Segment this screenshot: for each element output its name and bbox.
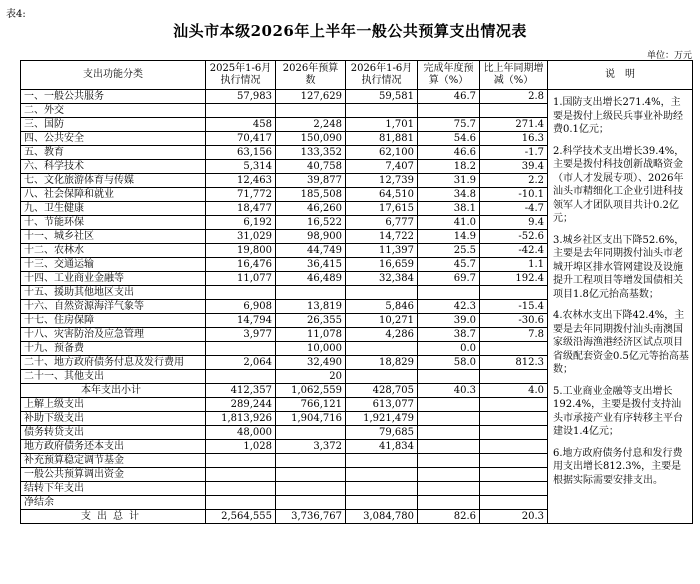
cell-c4 bbox=[418, 286, 480, 300]
cell-c5: 4.0 bbox=[480, 384, 548, 398]
cell-c5 bbox=[480, 440, 548, 454]
row-label: 九、卫生健康 bbox=[21, 202, 206, 216]
cell-c4: 46.7 bbox=[418, 90, 480, 104]
cell-c1 bbox=[206, 496, 276, 510]
cell-c1: 2,564,555 bbox=[206, 510, 276, 524]
cell-c2: 2,248 bbox=[276, 118, 346, 132]
cell-c1 bbox=[206, 370, 276, 384]
row-label: 八、社会保障和就业 bbox=[21, 188, 206, 202]
row-label: 一般公共预算调出资金 bbox=[21, 468, 206, 482]
cell-c5: 16.3 bbox=[480, 132, 548, 146]
cell-c4: 38.1 bbox=[418, 202, 480, 216]
cell-c1: 31,029 bbox=[206, 230, 276, 244]
cell-c5 bbox=[480, 104, 548, 118]
cell-c5: 20.3 bbox=[480, 510, 548, 524]
cell-c5: -30.6 bbox=[480, 314, 548, 328]
header-completion-rate: 完成年度预算（%） bbox=[418, 61, 480, 90]
cell-c5 bbox=[480, 398, 548, 412]
cell-c1: 18,477 bbox=[206, 202, 276, 216]
row-label: 十二、农林水 bbox=[21, 244, 206, 258]
cell-c3: 17,615 bbox=[346, 202, 418, 216]
cell-c4: 14.9 bbox=[418, 230, 480, 244]
cell-c4: 18.2 bbox=[418, 160, 480, 174]
cell-c3: 613,077 bbox=[346, 398, 418, 412]
cell-c5: 1.1 bbox=[480, 258, 548, 272]
cell-c1 bbox=[206, 468, 276, 482]
cell-c3: 4,286 bbox=[346, 328, 418, 342]
row-label: 十三、交通运输 bbox=[21, 258, 206, 272]
row-label: 十六、自然资源海洋气象等 bbox=[21, 300, 206, 314]
cell-c2: 26,355 bbox=[276, 314, 346, 328]
cell-c2 bbox=[276, 496, 346, 510]
cell-c2: 150,090 bbox=[276, 132, 346, 146]
row-label: 十五、援助其他地区支出 bbox=[21, 286, 206, 300]
cell-c3 bbox=[346, 286, 418, 300]
cell-c2: 127,629 bbox=[276, 90, 346, 104]
explanation-note: 4.农林水支出下降42.4%，主要是去年同期拨付汕头南澳国家级沿海渔港经济区试点项目省级配套资金0.5亿元等抬高基数； bbox=[553, 310, 689, 375]
cell-c5 bbox=[480, 286, 548, 300]
cell-c4 bbox=[418, 454, 480, 468]
cell-c1 bbox=[206, 454, 276, 468]
cell-c2 bbox=[276, 426, 346, 440]
cell-c5 bbox=[480, 482, 548, 496]
cell-c2: 36,415 bbox=[276, 258, 346, 272]
cell-c1: 2,064 bbox=[206, 356, 276, 370]
cell-c5: -10.1 bbox=[480, 188, 548, 202]
row-label: 十、节能环保 bbox=[21, 216, 206, 230]
cell-c4: 54.6 bbox=[418, 132, 480, 146]
cell-c2: 46,489 bbox=[276, 272, 346, 286]
cell-c3: 32,384 bbox=[346, 272, 418, 286]
cell-c4 bbox=[418, 370, 480, 384]
cell-c4 bbox=[418, 468, 480, 482]
cell-c1: 11,077 bbox=[206, 272, 276, 286]
cell-c3: 18,829 bbox=[346, 356, 418, 370]
cell-c3 bbox=[346, 468, 418, 482]
cell-c2: 32,490 bbox=[276, 356, 346, 370]
cell-c3: 79,685 bbox=[346, 426, 418, 440]
header-category: 支出功能分类 bbox=[21, 61, 206, 90]
cell-c1: 6,908 bbox=[206, 300, 276, 314]
cell-c2 bbox=[276, 104, 346, 118]
row-label: 十四、工业商业金融等 bbox=[21, 272, 206, 286]
row-label: 支出总计 bbox=[21, 510, 206, 524]
cell-c5 bbox=[480, 454, 548, 468]
cell-c3 bbox=[346, 342, 418, 356]
cell-c5: -52.6 bbox=[480, 230, 548, 244]
cell-c4 bbox=[418, 496, 480, 510]
cell-c3: 10,271 bbox=[346, 314, 418, 328]
row-label: 三、国防 bbox=[21, 118, 206, 132]
cell-c3: 41,834 bbox=[346, 440, 418, 454]
cell-c4: 58.0 bbox=[418, 356, 480, 370]
cell-c2: 766,121 bbox=[276, 398, 346, 412]
cell-c4: 82.6 bbox=[418, 510, 480, 524]
cell-c5: -15.4 bbox=[480, 300, 548, 314]
budget-table bbox=[20, 60, 693, 524]
cell-c1: 71,772 bbox=[206, 188, 276, 202]
cell-c2: 20 bbox=[276, 370, 346, 384]
cell-c5 bbox=[480, 468, 548, 482]
cell-c2: 1,062,559 bbox=[276, 384, 346, 398]
cell-c1: 57,983 bbox=[206, 90, 276, 104]
cell-c4 bbox=[418, 440, 480, 454]
cell-c2: 46,260 bbox=[276, 202, 346, 216]
cell-c4: 31.9 bbox=[418, 174, 480, 188]
cell-c3: 59,581 bbox=[346, 90, 418, 104]
cell-c3: 11,397 bbox=[346, 244, 418, 258]
explanation-note: 1.国防支出增长271.4%，主要是拨付上级民兵事业补助经费0.1亿元； bbox=[553, 97, 683, 135]
cell-c1 bbox=[206, 104, 276, 118]
cell-c1: 5,314 bbox=[206, 160, 276, 174]
cell-c4: 45.7 bbox=[418, 258, 480, 272]
cell-c4: 41.0 bbox=[418, 216, 480, 230]
cell-c5: 192.4 bbox=[480, 272, 548, 286]
cell-c4: 69.7 bbox=[418, 272, 480, 286]
cell-c5: -4.7 bbox=[480, 202, 548, 216]
cell-c3: 6,777 bbox=[346, 216, 418, 230]
row-label: 债务转贷支出 bbox=[21, 426, 206, 440]
cell-c5: 812.3 bbox=[480, 356, 548, 370]
cell-c1: 1,028 bbox=[206, 440, 276, 454]
row-label: 上解上级支出 bbox=[21, 398, 206, 412]
cell-c1: 6,192 bbox=[206, 216, 276, 230]
cell-c1 bbox=[206, 286, 276, 300]
cell-c5: 271.4 bbox=[480, 118, 548, 132]
cell-c2 bbox=[276, 482, 346, 496]
row-label: 七、文化旅游体育与传媒 bbox=[21, 174, 206, 188]
row-label: 十一、城乡社区 bbox=[21, 230, 206, 244]
row-label: 十八、灾害防治及应急管理 bbox=[21, 328, 206, 342]
cell-c3: 12,739 bbox=[346, 174, 418, 188]
row-label: 十七、住房保障 bbox=[21, 314, 206, 328]
header-explanation: 说 明 bbox=[548, 61, 693, 90]
cell-c3 bbox=[346, 454, 418, 468]
row-label: 二十一、其他支出 bbox=[21, 370, 206, 384]
explanation-note: 6.地方政府债务付息和发行费用支出增长812.3%，主要是根据实际需要安排支出。 bbox=[553, 447, 683, 486]
cell-c5: 2.8 bbox=[480, 90, 548, 104]
row-label: 本年支出小计 bbox=[21, 384, 206, 398]
cell-c3: 64,510 bbox=[346, 188, 418, 202]
cell-c5: -1.7 bbox=[480, 146, 548, 160]
cell-c3 bbox=[346, 496, 418, 510]
row-label: 十九、预备费 bbox=[21, 342, 206, 356]
header-2026-actual: 2026年1-6月执行情况 bbox=[346, 61, 418, 90]
cell-c1: 63,156 bbox=[206, 146, 276, 160]
cell-c4 bbox=[418, 398, 480, 412]
header-row bbox=[21, 61, 693, 90]
row-label: 二十、地方政府债务付息及发行费用 bbox=[21, 356, 206, 370]
row-label: 六、科学技术 bbox=[21, 160, 206, 174]
row-label: 净结余 bbox=[21, 496, 206, 510]
header-yoy-change: 比上年同期增减（%） bbox=[480, 61, 548, 90]
cell-c4 bbox=[418, 412, 480, 426]
cell-c2: 11,078 bbox=[276, 328, 346, 342]
cell-c5 bbox=[480, 496, 548, 510]
cell-c4 bbox=[418, 482, 480, 496]
cell-c2: 3,372 bbox=[276, 440, 346, 454]
cell-c4: 75.7 bbox=[418, 118, 480, 132]
table-number: 表4: bbox=[6, 9, 26, 20]
cell-c1: 70,417 bbox=[206, 132, 276, 146]
cell-c3: 14,722 bbox=[346, 230, 418, 244]
cell-c4 bbox=[418, 104, 480, 118]
cell-c1: 16,476 bbox=[206, 258, 276, 272]
cell-c1 bbox=[206, 342, 276, 356]
cell-c5 bbox=[480, 342, 548, 356]
cell-c4: 34.8 bbox=[418, 188, 480, 202]
cell-c5: 7.8 bbox=[480, 328, 548, 342]
cell-c1 bbox=[206, 482, 276, 496]
explanation-note: 3.城乡社区支出下降52.6%，主要是去年同期拨付汕头市老城开埠区排水管网建设及设施提升工程项目等增发国债相关项目1.8亿元抬高基数； bbox=[553, 234, 685, 300]
cell-c1: 12,463 bbox=[206, 174, 276, 188]
cell-c3 bbox=[346, 370, 418, 384]
unit-label: 单位：万元 bbox=[646, 51, 692, 61]
cell-c1: 458 bbox=[206, 118, 276, 132]
cell-c2: 1,904,716 bbox=[276, 412, 346, 426]
row-label: 一、一般公共服务 bbox=[21, 90, 206, 104]
row-label: 五、教育 bbox=[21, 146, 206, 160]
cell-c4: 40.3 bbox=[418, 384, 480, 398]
cell-c4: 39.0 bbox=[418, 314, 480, 328]
cell-c1: 412,357 bbox=[206, 384, 276, 398]
cell-c3: 7,407 bbox=[346, 160, 418, 174]
header-2026-budget: 2026年预算数 bbox=[276, 61, 346, 90]
explanation-cell bbox=[548, 90, 693, 524]
header-2025-actual: 2025年1-6月执行情况 bbox=[206, 61, 276, 90]
cell-c3: 62,100 bbox=[346, 146, 418, 160]
cell-c2: 133,352 bbox=[276, 146, 346, 160]
cell-c3: 16,659 bbox=[346, 258, 418, 272]
cell-c5: -42.4 bbox=[480, 244, 548, 258]
cell-c2: 16,522 bbox=[276, 216, 346, 230]
cell-c3: 428,705 bbox=[346, 384, 418, 398]
cell-c2 bbox=[276, 468, 346, 482]
cell-c4: 38.7 bbox=[418, 328, 480, 342]
cell-c2: 185,508 bbox=[276, 188, 346, 202]
cell-c5: 9.4 bbox=[480, 216, 548, 230]
cell-c4: 0.0 bbox=[418, 342, 480, 356]
cell-c5: 2.2 bbox=[480, 174, 548, 188]
cell-c1: 19,800 bbox=[206, 244, 276, 258]
row-label: 四、公共安全 bbox=[21, 132, 206, 146]
row-label: 二、外交 bbox=[21, 104, 206, 118]
cell-c3 bbox=[346, 482, 418, 496]
row-label: 补充预算稳定调节基金 bbox=[21, 454, 206, 468]
cell-c1: 3,977 bbox=[206, 328, 276, 342]
cell-c2: 3,736,767 bbox=[276, 510, 346, 524]
cell-c3: 81,881 bbox=[346, 132, 418, 146]
cell-c3: 5,846 bbox=[346, 300, 418, 314]
cell-c2: 98,900 bbox=[276, 230, 346, 244]
explanation-note: 2.科学技术支出增长39.4%，主要是拨付科技创新战略资金（市人才发展专项）、2026年汕头市精细化工企业引进科技领军人才团队项目共计0.2亿元； bbox=[553, 145, 685, 224]
cell-c2: 10,000 bbox=[276, 342, 346, 356]
cell-c4: 42.3 bbox=[418, 300, 480, 314]
cell-c3 bbox=[346, 104, 418, 118]
cell-c3: 1,701 bbox=[346, 118, 418, 132]
cell-c3: 1,921,479 bbox=[346, 412, 418, 426]
explanation-note: 5.工业商业金融等支出增长192.4%，主要是拨付支持汕头市承接产业有序转移主平台建设1.4亿元； bbox=[553, 385, 683, 437]
cell-c5 bbox=[480, 370, 548, 384]
row-label: 地方政府债务还本支出 bbox=[21, 440, 206, 454]
cell-c4: 46.6 bbox=[418, 146, 480, 160]
cell-c2: 44,749 bbox=[276, 244, 346, 258]
page-title: 汕头市本级2026年上半年一般公共预算支出情况表 bbox=[173, 22, 527, 40]
cell-c2: 39,877 bbox=[276, 174, 346, 188]
cell-c5: 39.4 bbox=[480, 160, 548, 174]
cell-c3: 3,084,780 bbox=[346, 510, 418, 524]
table-row bbox=[21, 90, 693, 104]
table-body bbox=[21, 90, 693, 524]
cell-c4: 25.5 bbox=[418, 244, 480, 258]
cell-c1: 1,813,926 bbox=[206, 412, 276, 426]
row-label: 补助下级支出 bbox=[21, 412, 206, 426]
row-label: 结转下年支出 bbox=[21, 482, 206, 496]
cell-c4 bbox=[418, 426, 480, 440]
cell-c1: 48,000 bbox=[206, 426, 276, 440]
cell-c2 bbox=[276, 286, 346, 300]
cell-c2 bbox=[276, 454, 346, 468]
cell-c2: 13,819 bbox=[276, 300, 346, 314]
cell-c5 bbox=[480, 412, 548, 426]
cell-c2: 40,758 bbox=[276, 160, 346, 174]
cell-c1: 289,244 bbox=[206, 398, 276, 412]
cell-c1: 14,794 bbox=[206, 314, 276, 328]
cell-c5 bbox=[480, 426, 548, 440]
